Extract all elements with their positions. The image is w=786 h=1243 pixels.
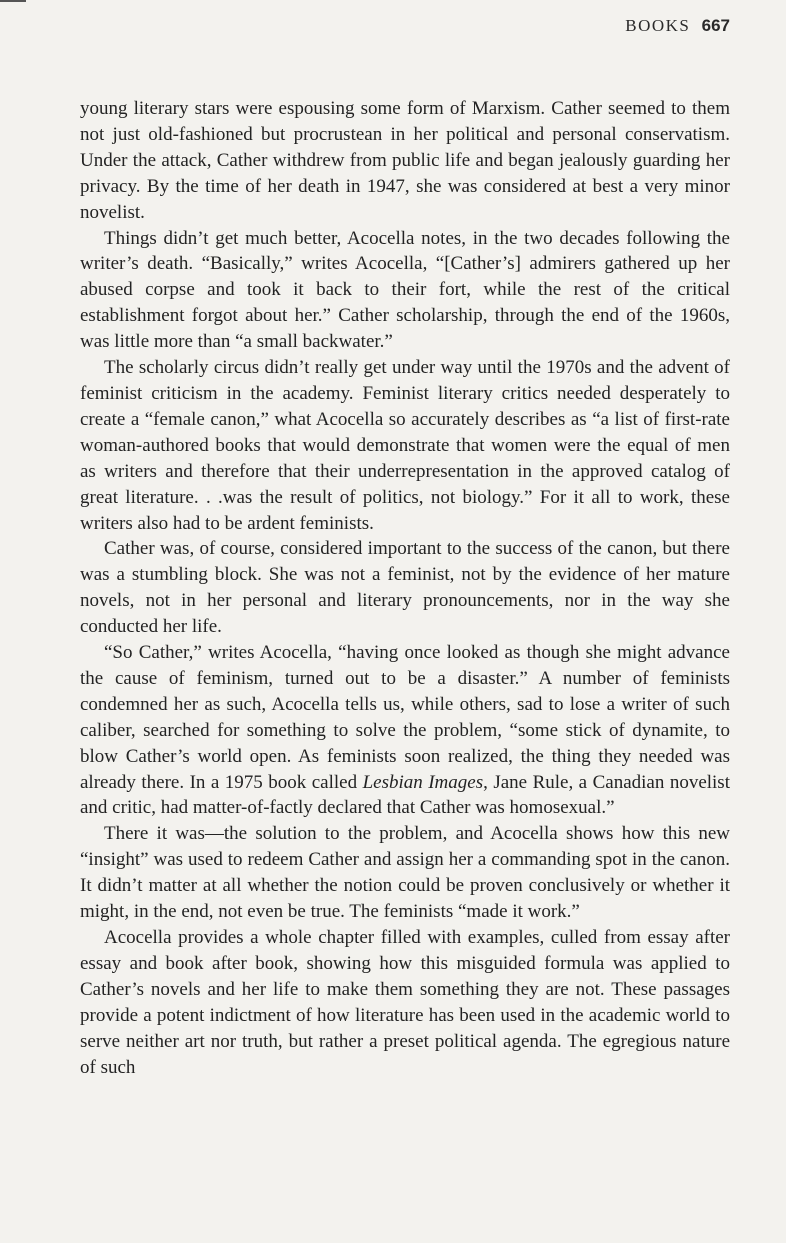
body-text: [80, 96, 730, 1080]
paragraph-2: Things didn’t get much better, Acocella notes, in the two decades following the writer’s death. “Basically,” writes Acocella, “[Cather’s] admirers gathered up her abused corpse and took it back to their fort, while the rest of the critical establishment forgot about her.” Cather scholarship, through the end of the 1960s, was little more than “a small backwater.”: [80, 227, 730, 353]
paragraph-5-text-after: , Jane Rule, a Canadian novelist and critic, had matter-of-factly declared that Cather was homosexual.”: [80, 771, 730, 819]
book-title: Lesbian Images: [362, 771, 484, 793]
paragraph-4: Cather was, of course, considered important to the success of the canon, but there was a stumbling block. She was not a feminist, not by the evidence of her mature novels, not in her personal and literary pronouncements, nor in the way she conducted her life.: [80, 538, 730, 638]
paragraph-5-text-before: “So Cather,” writes Acocella, “having once looked as though she might advance the cause of feminism, turned out to be a disaster.” A number of feminists condemned her as such, Acocella tells us, while others, sad to lose a writer of such caliber, searched for something to solve the problem, “some stick of dynamite, to blow Cather’s world open. As feminists soon realized, the thing they needed was already there. In a 1975 book called: [80, 642, 730, 793]
page-number: 667: [701, 16, 730, 35]
paragraph-5: [80, 640, 730, 821]
top-rule: [0, 0, 26, 2]
section-title: BOOKS: [625, 16, 691, 35]
paragraph-3: The scholarly circus didn’t really get under way until the 1970s and the advent of feminist criticism in the academy. Feminist literary critics needed desperately to create a “female canon,” what Acocella so accurately describes as “a list of first-rate woman-authored books that would demonstrate that women were the equal of men as writers and therefore that their underrepresentation in the approved catalog of great literature. . .was the result of politics, not biology.” For it all to work, these writers also had to be ardent feminists.: [80, 357, 730, 534]
paragraph-7: Acocella provides a whole chapter filled with examples, culled from essay after essay and book after book, showing how this misguided formula was applied to Cather’s novels and her life to make them something they are not. These passages provide a potent indictment of how literature has been used in the academic world to serve neither art nor truth, but rather a preset political agenda. The egregious nature of such: [80, 927, 730, 1078]
paragraph-1: young literary stars were espousing some form of Marxism. Cather seemed to them not just old-fashioned but procrustean in her political and personal conservatism. Under the attack, Cather withdrew from public life and began jealously guarding her privacy. By the time of her death in 1947, she was considered at best a very minor novelist.: [80, 98, 730, 223]
running-header: [625, 16, 730, 36]
paragraph-6: There it was—the solution to the problem, and Acocella shows how this new “insight” was used to redeem Cather and assign her a commanding spot in the canon. It didn’t matter at all whether the notion could be proven conclusively or whether it might, in the end, not even be true. The feminists “made it work.”: [80, 823, 730, 923]
